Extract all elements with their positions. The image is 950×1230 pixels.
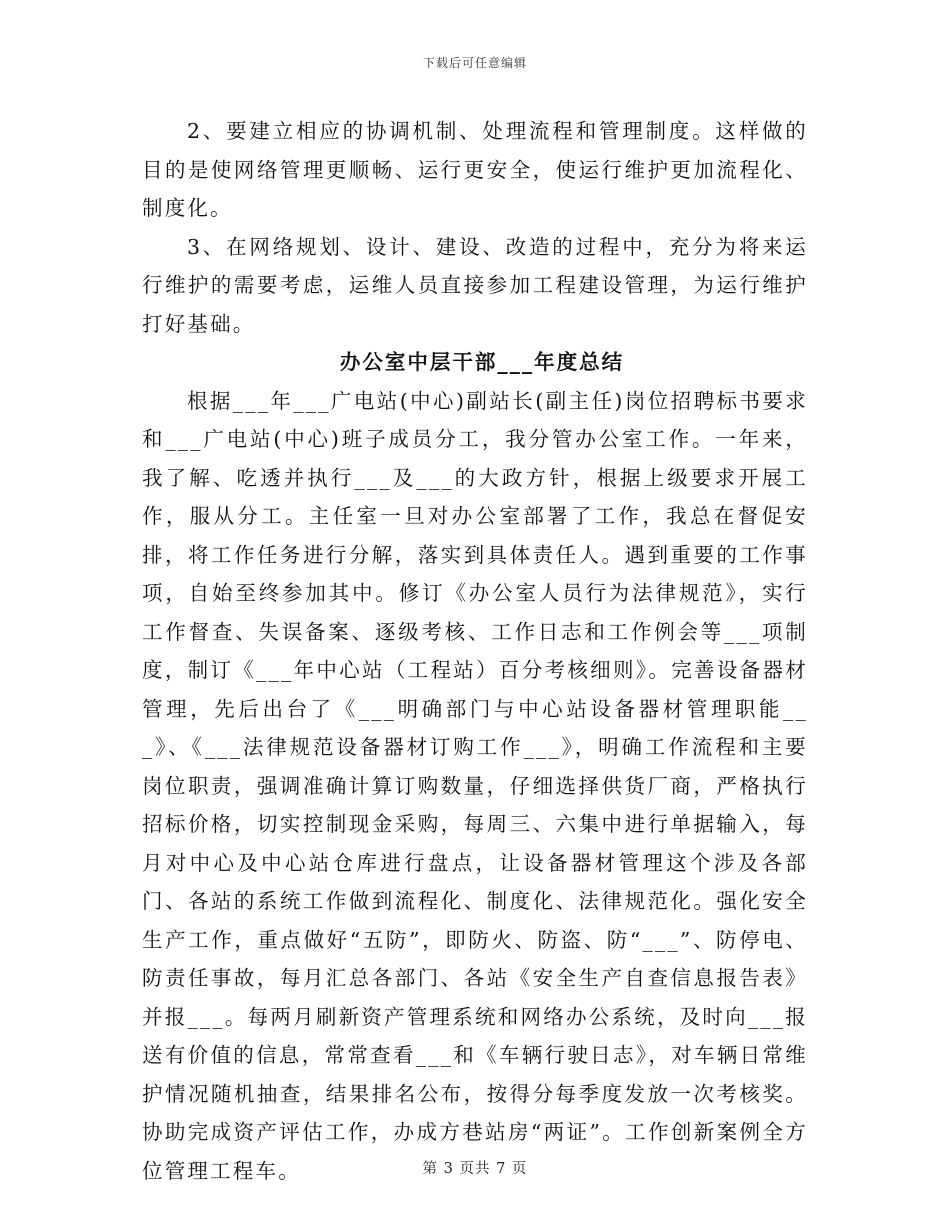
section-title: 办公室中层干部___年度总结: [339, 350, 625, 374]
paragraph-1: 2、要建立相应的协调机制、处理流程和管理制度。这样做的目的是使网络管理更顺畅、运行更安全，使运行维护更加流程化、制度化。: [142, 119, 808, 220]
document-body: [142, 112, 808, 1190]
page-number: 第 3 页共 7 页: [422, 1161, 528, 1177]
page-header-note: 下载后可任意编辑: [422, 56, 527, 70]
paragraph-3: 根据___年___广电站(中心)副站长(副主任)岗位招聘标书要求和___广电站(中心)班子成员分工，我分管办公室工作。一年来，我了解、吃透并执行___及___的大政方针，根据上级要求开展工作，服从分工。主任室一旦对办公室部署了工作，我总在督促安排，将工作任务进行分解，落实到具体责任人。遇到重要的工作事项，自始至终参加其中。修订《办公室人员行为法律规范》，实行工作督查、失误备案、逐级考核、工作日志和工作例会等___项制度，制订《___年中心站（工程站）百分考核细则》。完善设备器材管理，先后出台了《___明确部门与中心站设备器材管理职能___》、《___法律规范设备器材订购工作___》，明确工作流程和主要岗位职责，强调准确计算订购数量，仔细选择供货厂商，严格执行招标价格，切实控制现金采购，每周三、六集中进行单据输入，每月对中心及中心站仓库进行盘点，让设备器材管理这个涉及各部门、各站的系统工作做到流程化、制度化、法律规范化。强化安全生产工作，重点做好“五防”，即防火、防盗、防“___”、防停电、防责任事故，每月汇总各部门、各站《安全生产自查信息报告表》并报___。每两月刷新资产管理系统和网络办公系统，及时向___报送有价值的信息，常常查看___和《车辆行驶日志》，对车辆日常维护情况随机抽查，结果排名公布，按得分每季度发放一次考核奖。协助完成资产评估工作，办成方巷站房“两证”。工作创新案例全方位管理工程车。: [142, 388, 808, 1183]
paragraph-2: 3、在网络规划、设计、建设、改造的过程中，充分为将来运行维护的需要考虑，运维人员直接参加工程建设管理，为运行维护打好基础。: [142, 234, 808, 336]
